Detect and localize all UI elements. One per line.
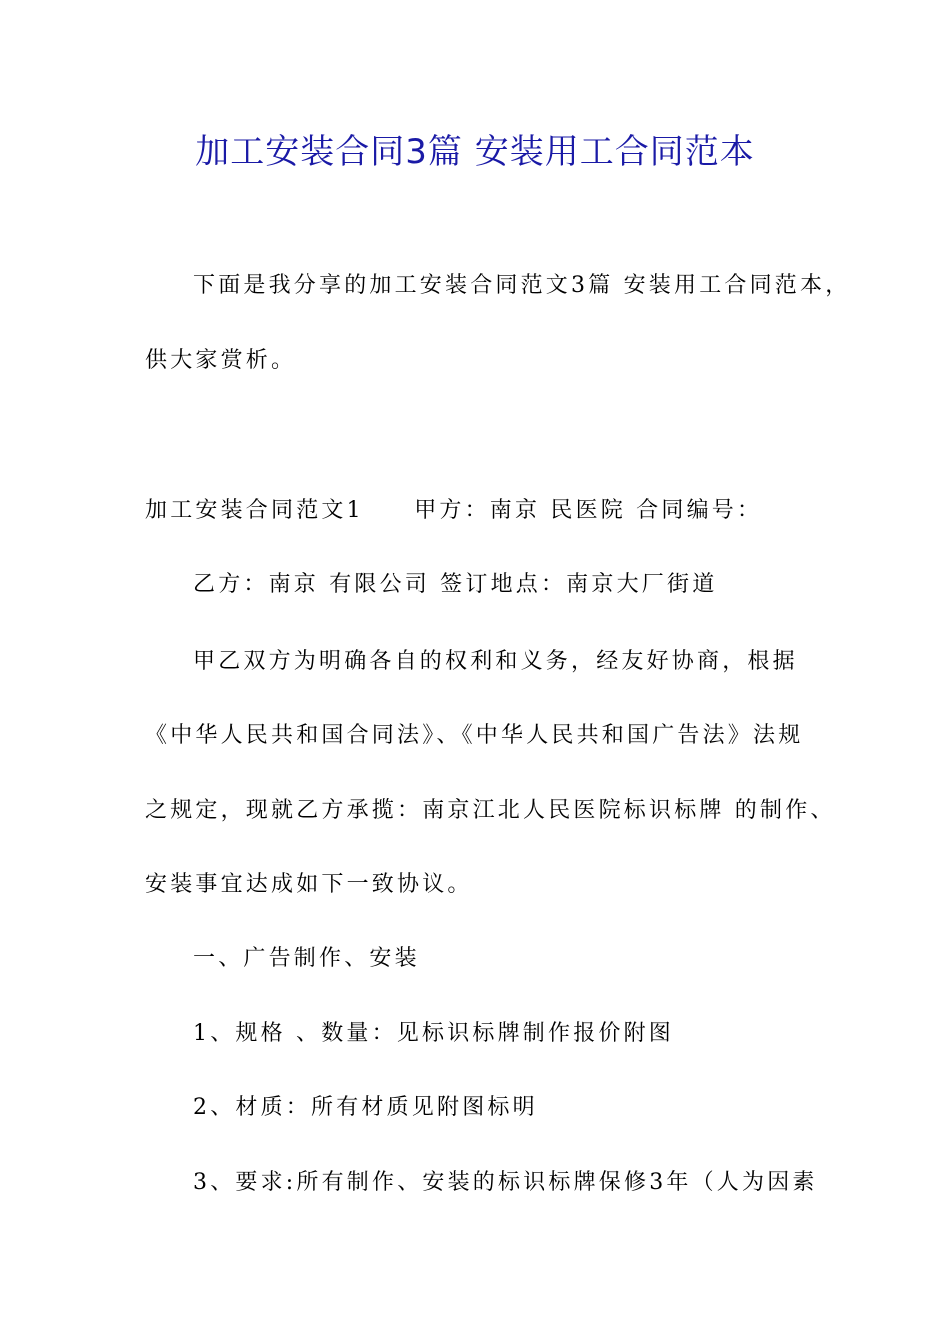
intro-line-2: 供大家赏析。 [145,348,297,373]
section-heading-1: 一、广告制作、安装 [193,946,420,971]
contract-heading-line: 加工安装合同范文1 甲方：南京 民医院 合同编号： [145,498,763,523]
intro-line-1: 下面是我分享的加工安装合同范文3篇 安装用工合同范本， [193,273,851,298]
agreement-line-4: 安装事宜达成如下一致协议。 [145,872,473,897]
clause-1: 1、规格 、数量：见标识标牌制作报价附图 [193,1021,674,1046]
agreement-line-1: 甲乙双方为明确各自的权利和义务，经友好协商，根据 [193,649,798,674]
agreement-line-3: 之规定，现就乙方承揽：南京江北人民医院标识标牌 的制作、 [145,798,836,823]
clause-3: 3、要求:所有制作、安装的标识标牌保修3年（人为因素 [193,1170,818,1195]
clause-2: 2、材质：所有材质见附图标明 [193,1095,538,1120]
agreement-line-2: 《中华人民共和国合同法》、《中华人民共和国广告法》法规 [145,723,804,748]
document-title: 加工安装合同3篇 安装用工合同范本 [195,132,755,172]
party-b-line: 乙方：南京 有限公司 签订地点：南京大厂街道 [193,572,718,597]
